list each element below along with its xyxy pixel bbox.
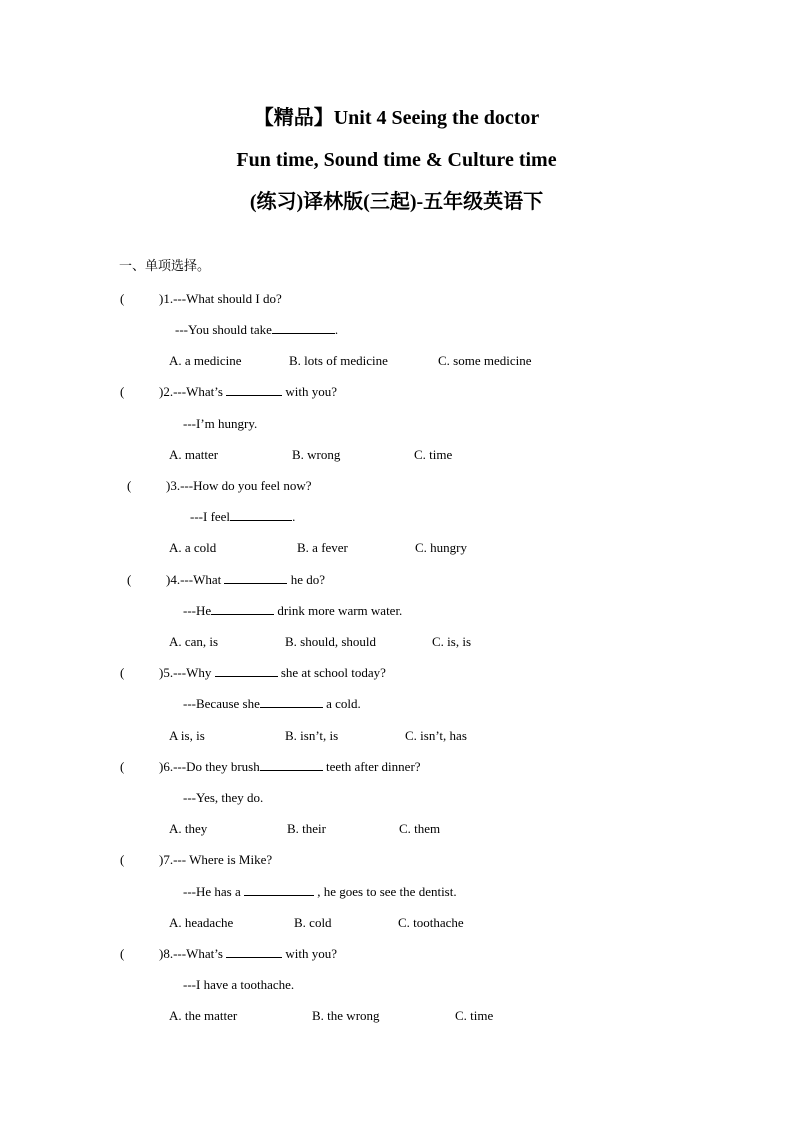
blank: [211, 603, 274, 615]
option-b: B. lots of medicine: [289, 353, 388, 368]
answer-paren[interactable]: (: [127, 478, 132, 493]
answer-line: ---Because she a cold.: [183, 696, 361, 711]
blank: [244, 884, 314, 896]
option-a: A. the matter: [169, 1008, 238, 1023]
answer-paren[interactable]: (: [120, 852, 125, 867]
answer-paren[interactable]: (: [120, 665, 125, 680]
answer-paren[interactable]: (: [120, 384, 125, 399]
answer-line: ---I have a toothache.: [183, 977, 295, 992]
option-a: A is, is: [169, 728, 205, 743]
option-a: A. can, is: [169, 634, 219, 649]
option-b: B. a fever: [297, 540, 348, 555]
option-c: C. hungry: [415, 540, 467, 555]
question-text: )7.--- Where is Mike?: [159, 852, 273, 867]
question-text: )5.---Why she at school today?: [159, 665, 386, 680]
blank: [260, 759, 323, 771]
option-c: C. some medicine: [438, 353, 532, 368]
option-b: B. cold: [294, 915, 332, 930]
answer-paren[interactable]: (: [120, 291, 125, 306]
blank: [224, 572, 287, 584]
document-title: 【精品】Unit 4 Seeing the doctor: [253, 107, 540, 129]
blank: [230, 509, 292, 521]
option-c: C. isn’t, has: [405, 728, 467, 743]
option-c: C. toothache: [398, 915, 464, 930]
option-c: C. time: [414, 447, 453, 462]
question-text: )1.---What should I do?: [159, 291, 282, 306]
blank: [226, 946, 282, 958]
answer-line: ---You should take .: [175, 322, 339, 337]
question-text: )2.---What’s with you?: [159, 384, 338, 399]
question-text: )3.---How do you feel now?: [166, 478, 312, 493]
section-heading: 一、单项选择。: [119, 259, 211, 274]
answer-paren[interactable]: (: [127, 572, 132, 587]
option-a: A. they: [169, 821, 208, 836]
answer-paren[interactable]: (: [120, 759, 125, 774]
option-b: B. the wrong: [312, 1008, 380, 1023]
option-b: B. wrong: [292, 447, 341, 462]
option-a: A. a medicine: [169, 353, 242, 368]
option-a: A. matter: [169, 447, 219, 462]
blank: [272, 322, 335, 334]
option-b: B. should, should: [285, 634, 377, 649]
document-subtitle: Fun time, Sound time & Culture time: [236, 149, 557, 171]
option-c: C. them: [399, 821, 441, 836]
question-text: )8.---What’s with you?: [159, 946, 338, 961]
blank: [226, 384, 282, 396]
option-b: B. isn’t, is: [285, 728, 339, 743]
option-c: C. is, is: [432, 634, 472, 649]
option-a: A. headache: [169, 915, 234, 930]
answer-line: ---I feel .: [190, 509, 296, 524]
document-edition: (练习)译林版(三起)-五年级英语下: [249, 191, 544, 213]
answer-line: ---He drink more warm water.: [183, 603, 403, 618]
blank: [215, 665, 278, 677]
answer-line: ---I’m hungry.: [183, 416, 258, 431]
answer-line: ---Yes, they do.: [183, 790, 264, 805]
blank: [260, 696, 323, 708]
answer-paren[interactable]: (: [120, 946, 125, 961]
option-b: B. their: [287, 821, 326, 836]
answer-line: ---He has a , he goes to see the dentist.: [183, 884, 457, 899]
question-text: )6.---Do they brush teeth after dinner?: [159, 759, 421, 774]
option-a: A. a cold: [169, 540, 217, 555]
option-c: C. time: [455, 1008, 494, 1023]
question-text: )4.---What he do?: [166, 572, 326, 587]
